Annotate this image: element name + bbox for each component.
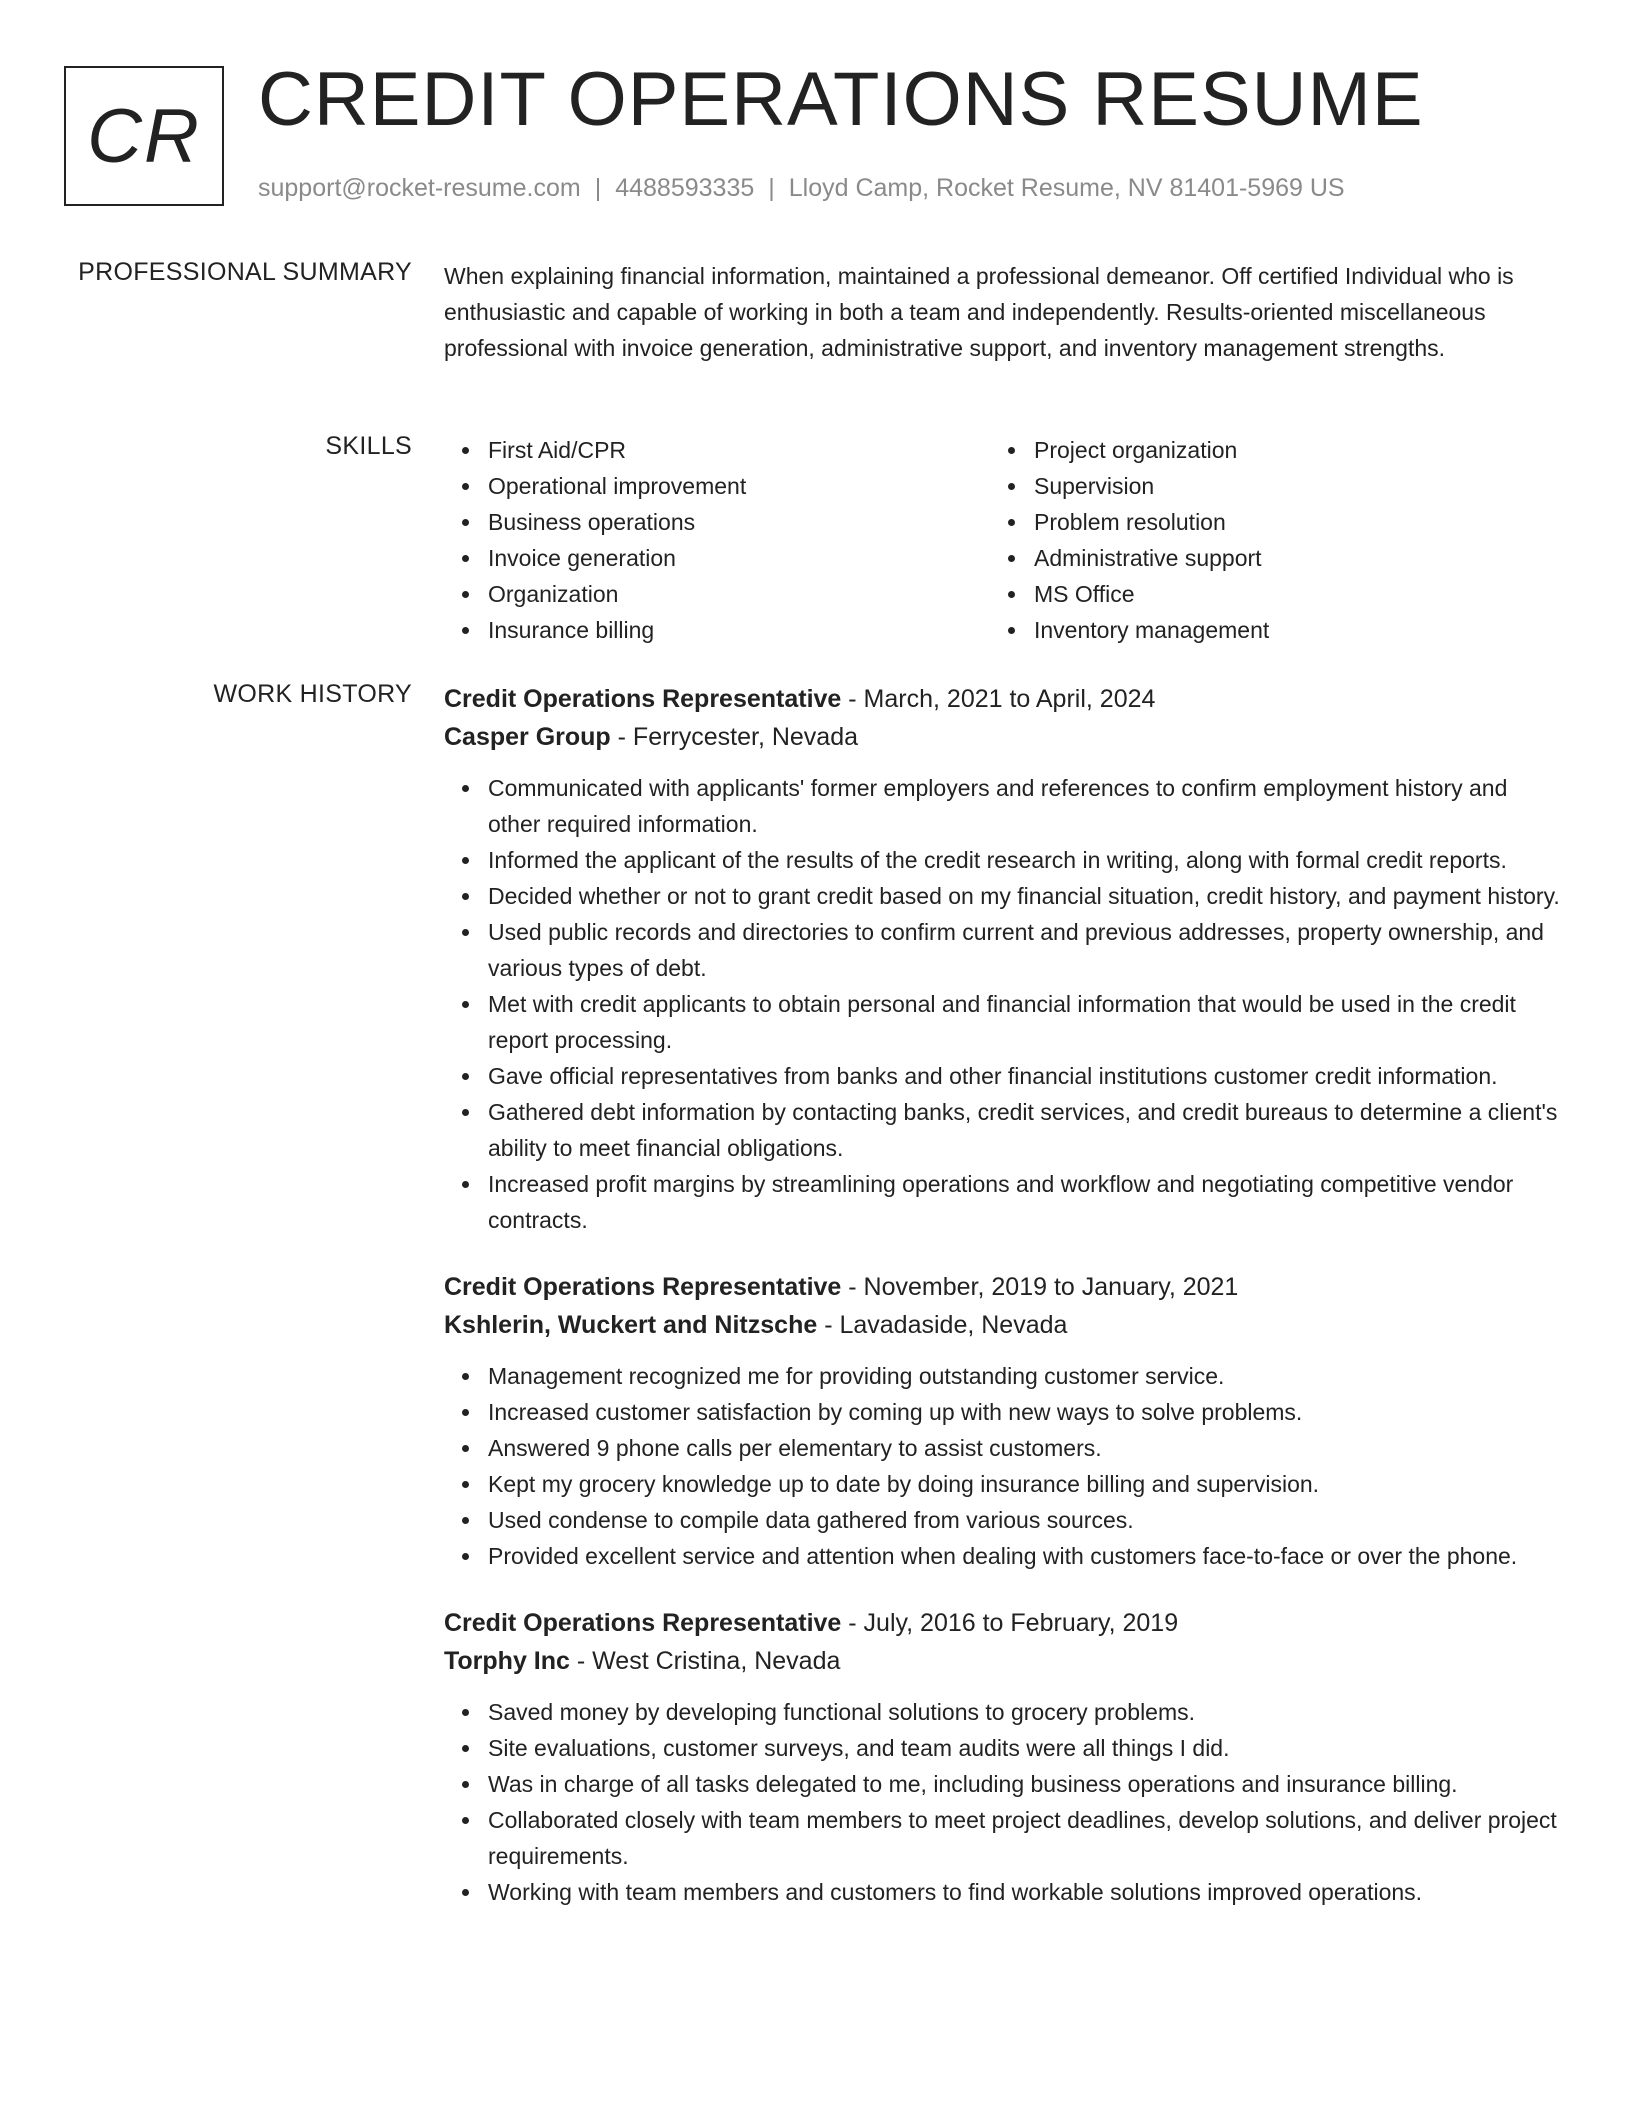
- job-entry: [444, 1268, 1564, 1574]
- job-company: Torphy Inc: [444, 1647, 570, 1675]
- skill-item: Inventory management: [990, 612, 1536, 648]
- job-company: Casper Group: [444, 723, 611, 751]
- contact-phone: 4488593335: [615, 174, 755, 202]
- job-title: Credit Operations Representative: [444, 1273, 842, 1301]
- job-bullet: Used public records and directories to confirm current and previous addresses, property ownership, and various types of debt.: [444, 914, 1564, 986]
- page-title: CREDIT OPERATIONS RESUME: [258, 57, 1424, 142]
- job-bullet: Informed the applicant of the results of the credit research in writing, along with formal credit reports.: [444, 842, 1564, 878]
- job-title: Credit Operations Representative: [444, 1609, 842, 1637]
- job-title-line: [444, 1268, 1564, 1306]
- job-bullet: Decided whether or not to grant credit based on my financial situation, credit history, and payment history.: [444, 878, 1564, 914]
- job-bullet: Communicated with applicants' former employers and references to confirm employment history and other required information.: [444, 770, 1564, 842]
- skills-columns: [444, 432, 1564, 648]
- work-history-label: WORK HISTORY: [213, 680, 412, 708]
- skill-item: First Aid/CPR: [444, 432, 990, 468]
- job-bullet: Saved money by developing functional solutions to grocery problems.: [444, 1694, 1564, 1730]
- job-bullet: Used condense to compile data gathered from various sources.: [444, 1502, 1564, 1538]
- job-bullet: Was in charge of all tasks delegated to me, including business operations and insurance billing.: [444, 1766, 1564, 1802]
- job-bullet: Gathered debt information by contacting banks, credit services, and credit bureaus to determine a client's ability to meet financial obligations.: [444, 1094, 1564, 1166]
- skill-item: Invoice generation: [444, 540, 990, 576]
- job-bullet: Collaborated closely with team members to meet project deadlines, develop solutions, and deliver project requirements.: [444, 1802, 1564, 1874]
- summary-label: PROFESSIONAL SUMMARY: [78, 258, 412, 286]
- skill-item: Project organization: [990, 432, 1536, 468]
- job-bullets: [444, 1694, 1564, 1910]
- job-bullet: Increased customer satisfaction by coming up with new ways to solve problems.: [444, 1394, 1564, 1430]
- job-bullets: [444, 1358, 1564, 1574]
- contact-separator: |: [594, 174, 602, 202]
- job-location: - Lavadaside, Nevada: [817, 1311, 1068, 1339]
- job-entry: [444, 1604, 1564, 1910]
- job-bullet: Site evaluations, customer surveys, and team audits were all things I did.: [444, 1730, 1564, 1766]
- skills-body: [444, 432, 1564, 648]
- skills-label: SKILLS: [325, 432, 412, 460]
- job-company-line: [444, 718, 1564, 756]
- skill-item: Organization: [444, 576, 990, 612]
- job-entry: [444, 680, 1564, 1238]
- skill-item: MS Office: [990, 576, 1536, 612]
- monogram-logo: CR: [64, 66, 224, 206]
- job-bullet: Working with team members and customers to find workable solutions improved operations.: [444, 1874, 1564, 1910]
- skill-item: Operational improvement: [444, 468, 990, 504]
- contact-address: Lloyd Camp, Rocket Resume, NV 81401-5969 US: [788, 174, 1345, 202]
- job-dates: - November, 2019 to January, 2021: [841, 1273, 1239, 1301]
- skill-item: Problem resolution: [990, 504, 1536, 540]
- summary-body: [444, 258, 1564, 366]
- job-title-line: [444, 680, 1564, 718]
- contact-separator: |: [768, 174, 775, 202]
- job-dates: - July, 2016 to February, 2019: [841, 1609, 1179, 1637]
- job-location: - West Cristina, Nevada: [569, 1647, 841, 1675]
- job-company-line: [444, 1306, 1564, 1344]
- job-title-line: [444, 1604, 1564, 1642]
- contact-email: support@rocket-resume.com: [258, 174, 581, 202]
- job-title: Credit Operations Representative: [444, 685, 842, 713]
- job-bullets: [444, 770, 1564, 1238]
- job-bullet: Answered 9 phone calls per elementary to assist customers.: [444, 1430, 1564, 1466]
- job-dates: - March, 2021 to April, 2024: [841, 685, 1156, 713]
- job-bullet: Met with credit applicants to obtain personal and financial information that would be used in the credit report processing.: [444, 986, 1564, 1058]
- job-company-line: [444, 1642, 1564, 1680]
- skill-item: Business operations: [444, 504, 990, 540]
- skill-item: Insurance billing: [444, 612, 990, 648]
- job-bullet: Provided excellent service and attention when dealing with customers face-to-face or over the phone.: [444, 1538, 1564, 1574]
- job-bullet: Kept my grocery knowledge up to date by doing insurance billing and supervision.: [444, 1466, 1564, 1502]
- job-bullet: Gave official representatives from banks and other financial institutions customer credit information.: [444, 1058, 1564, 1094]
- skills-list-right: [990, 432, 1536, 648]
- job-bullet: Increased profit margins by streamlining operations and workflow and negotiating competitive vendor contracts.: [444, 1166, 1564, 1238]
- job-bullet: Management recognized me for providing outstanding customer service.: [444, 1358, 1564, 1394]
- skill-item: Supervision: [990, 468, 1536, 504]
- contact-line: [258, 174, 1345, 203]
- skills-list-left: [444, 432, 990, 648]
- job-location: - Ferrycester, Nevada: [610, 723, 859, 751]
- work-history-body: [444, 680, 1564, 1940]
- job-company: Kshlerin, Wuckert and Nitzsche: [444, 1311, 818, 1339]
- skill-item: Administrative support: [990, 540, 1536, 576]
- summary-text: When explaining financial information, maintained a professional demeanor. Off certified Individual who is enthusiastic and capable of working in both a team and independently. Results-oriented miscellaneous professional with invoice generation, administrative support, and inventory management strengths.: [444, 263, 1514, 361]
